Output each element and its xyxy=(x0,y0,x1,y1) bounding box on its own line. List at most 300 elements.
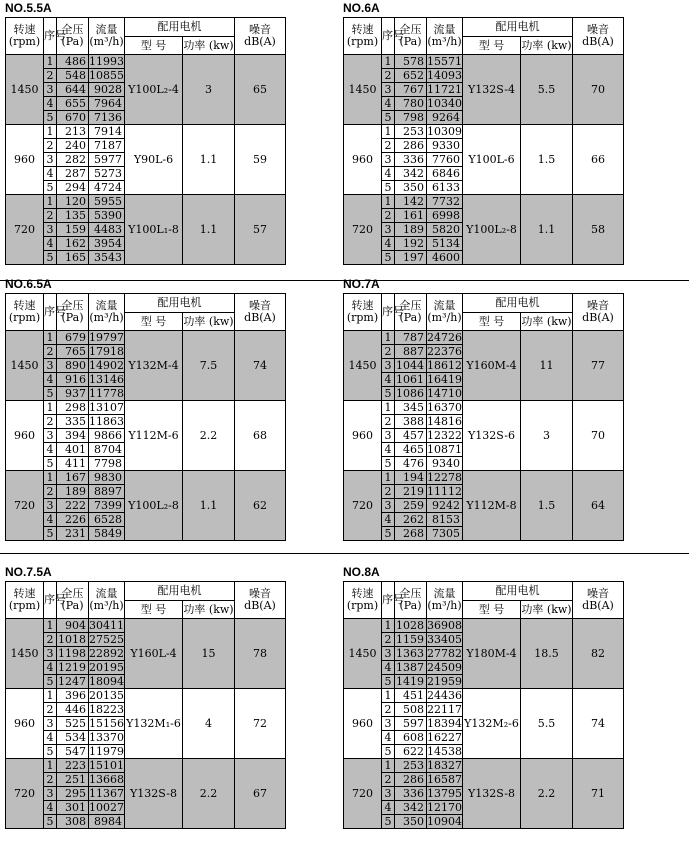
flow-header-label: 流量 xyxy=(433,587,456,600)
pressure-cell: 451 xyxy=(395,689,427,703)
pressure-cell: 765 xyxy=(57,345,89,359)
pressure-cell: 192 xyxy=(395,237,427,251)
pressure-cell: 167 xyxy=(57,471,89,485)
power-cell: 1.1 xyxy=(521,195,573,265)
index-cell: 5 xyxy=(44,111,57,125)
flow-header-unit: (m³/h) xyxy=(89,35,124,48)
table-row xyxy=(6,759,286,773)
index-cell: 1 xyxy=(44,401,57,415)
index-cell: 2 xyxy=(382,703,395,717)
index-header xyxy=(44,582,66,619)
flow-cell: 20195 xyxy=(89,660,124,674)
motor-header-label: 配用电机 xyxy=(495,20,540,33)
flow-cell: 13107 xyxy=(89,400,124,414)
pressure-header-label: 全压 xyxy=(399,587,422,600)
pressure-cell: 301 xyxy=(57,801,89,815)
index-header xyxy=(382,18,404,55)
index-header-label: 序号 xyxy=(44,305,66,318)
pressure-cell: 308 xyxy=(57,815,89,829)
index-cell: 4 xyxy=(382,661,395,675)
index-cell: 5 xyxy=(44,675,57,689)
noise-header xyxy=(573,18,624,55)
flow-cell: 10340 xyxy=(427,96,462,110)
speed-cell: 1450 xyxy=(344,331,382,401)
flow-cell: 14816 xyxy=(427,414,462,428)
pressure-cell: 259 xyxy=(395,499,427,513)
table-title: NO.6.5A xyxy=(5,277,52,291)
noise-header xyxy=(235,582,286,619)
noise-cell: 62 xyxy=(235,471,286,541)
index-cell: 3 xyxy=(44,153,57,167)
power-cell: 4 xyxy=(183,689,235,759)
motor-header-label: 配用电机 xyxy=(495,584,540,597)
power-cell: 2.2 xyxy=(521,759,573,829)
model-cell: Y160M-4 xyxy=(463,331,521,401)
index-cell: 4 xyxy=(382,801,395,815)
pressure-cell: 1159 xyxy=(395,633,427,647)
pressure-cell: 446 xyxy=(57,703,89,717)
pressure-cell: 231 xyxy=(57,527,89,541)
power-cell: 1.5 xyxy=(521,471,573,541)
flow-cell: 9242 xyxy=(427,499,463,513)
flow-cell: 24509 xyxy=(427,660,462,674)
index-header-label: 序号 xyxy=(382,305,404,318)
flow-cell: 12322 xyxy=(427,428,462,442)
speed-header-label: 转速 xyxy=(351,299,374,312)
pressure-cell: 547 xyxy=(57,745,89,759)
pressure-cell: 336 xyxy=(395,153,427,167)
index-cell: 2 xyxy=(44,345,57,359)
power-cell: 3 xyxy=(521,401,573,471)
index-cell: 2 xyxy=(44,209,57,223)
index-cell: 1 xyxy=(44,759,57,773)
flow-cell: 8984 xyxy=(89,815,125,829)
pressure-cell: 253 xyxy=(395,759,427,773)
power-cell: 5.5 xyxy=(521,689,573,759)
pressure-header xyxy=(57,18,89,55)
index-cell: 2 xyxy=(382,139,395,153)
noise-cell: 72 xyxy=(235,689,286,759)
index-cell: 1 xyxy=(382,619,395,633)
table-title: NO.6A xyxy=(343,1,380,15)
speed-cell: 960 xyxy=(344,401,382,471)
flow-cell: 8153 xyxy=(427,513,463,527)
power-cell: 1.1 xyxy=(183,125,235,195)
pressure-cell: 476 xyxy=(395,457,427,471)
index-cell: 5 xyxy=(382,815,395,829)
speed-header-unit: (rpm) xyxy=(8,599,41,612)
flow-cell: 22376 xyxy=(427,344,462,358)
flow-header-label: 流量 xyxy=(95,23,118,36)
model-cell: Y132M-4 xyxy=(125,331,183,401)
speed-header xyxy=(6,294,44,331)
model-cell: Y132S-4 xyxy=(463,55,521,125)
flow-cell: 10855 xyxy=(89,68,124,82)
index-cell: 1 xyxy=(44,331,57,345)
pressure-cell: 1198 xyxy=(57,647,89,661)
table-title: NO.7A xyxy=(343,277,380,291)
index-cell: 4 xyxy=(44,373,57,387)
noise-header-label: 噪音 xyxy=(249,23,271,36)
power-cell: 3 xyxy=(183,55,235,125)
index-cell: 5 xyxy=(44,745,57,759)
noise-header xyxy=(573,582,624,619)
flow-header-unit: (m³/h) xyxy=(427,599,462,612)
flow-cell: 8897 xyxy=(89,485,125,499)
model-cell: Y132M₁-6 xyxy=(125,689,183,759)
flow-cell: 11979 xyxy=(89,744,124,758)
flow-cell: 12278 xyxy=(427,470,462,484)
pressure-cell: 253 xyxy=(395,125,427,139)
table-row xyxy=(344,55,624,69)
flow-cell: 13668 xyxy=(89,772,124,786)
pressure-header-label: 全压 xyxy=(61,587,84,600)
speed-cell: 720 xyxy=(6,471,44,541)
flow-cell: 14902 xyxy=(89,358,124,372)
index-cell: 1 xyxy=(44,689,57,703)
table-row xyxy=(6,471,286,485)
speed-cell: 1450 xyxy=(6,331,44,401)
flow-cell: 7760 xyxy=(427,153,463,167)
pressure-cell: 222 xyxy=(57,499,89,513)
flow-cell: 11778 xyxy=(89,386,124,400)
pressure-cell: 1044 xyxy=(395,359,427,373)
index-cell: 1 xyxy=(382,471,395,485)
pressure-header-unit: (Pa) xyxy=(61,599,84,612)
flow-cell: 8704 xyxy=(89,443,125,457)
noise-cell: 57 xyxy=(235,195,286,265)
table-row xyxy=(344,689,624,703)
flow-cell: 20135 xyxy=(89,688,124,702)
panel xyxy=(343,1,665,273)
table-row xyxy=(344,195,624,209)
noise-cell: 74 xyxy=(573,689,624,759)
pressure-cell: 223 xyxy=(57,759,89,773)
pressure-cell: 767 xyxy=(395,83,427,97)
flow-cell: 7136 xyxy=(89,111,125,125)
table-row xyxy=(6,125,286,139)
index-cell: 2 xyxy=(44,773,57,787)
index-cell: 3 xyxy=(44,787,57,801)
noise-cell: 78 xyxy=(235,619,286,689)
index-cell: 1 xyxy=(382,689,395,703)
panel xyxy=(343,565,665,837)
pressure-header-label: 全压 xyxy=(399,299,422,312)
power-cell: 5.5 xyxy=(521,55,573,125)
flow-cell: 16419 xyxy=(427,372,462,386)
pressure-cell: 394 xyxy=(57,429,89,443)
flow-cell: 10027 xyxy=(89,800,124,814)
index-cell: 2 xyxy=(44,703,57,717)
index-cell: 2 xyxy=(44,415,57,429)
index-cell: 5 xyxy=(44,527,57,541)
model-header: 型 号 xyxy=(463,601,521,619)
flow-cell: 19797 xyxy=(89,330,124,344)
power-cell: 1.1 xyxy=(183,195,235,265)
pressure-cell: 1419 xyxy=(395,675,427,689)
pressure-cell: 342 xyxy=(395,801,427,815)
index-cell: 4 xyxy=(44,167,57,181)
motor-header xyxy=(463,294,573,313)
flow-cell: 14093 xyxy=(427,68,462,82)
index-cell: 1 xyxy=(382,759,395,773)
noise-header-label: 噪音 xyxy=(587,23,609,36)
power-header: 功率 (kw) xyxy=(183,37,235,55)
flow-cell: 27525 xyxy=(89,632,124,646)
index-cell: 3 xyxy=(382,499,395,513)
pressure-header-unit: (Pa) xyxy=(61,311,84,324)
spec-table xyxy=(5,17,286,265)
pressure-header-unit: (Pa) xyxy=(399,35,422,48)
noise-cell: 74 xyxy=(235,331,286,401)
pressure-cell: 161 xyxy=(395,209,427,223)
flow-cell: 7305 xyxy=(427,527,463,541)
noise-header-unit: dB(A) xyxy=(582,35,614,48)
pressure-cell: 1028 xyxy=(395,619,427,633)
index-header-label: 序号 xyxy=(382,593,404,606)
speed-cell: 1450 xyxy=(6,55,44,125)
flow-header xyxy=(427,294,463,331)
pressure-header-unit: (Pa) xyxy=(399,599,422,612)
flow-cell: 15156 xyxy=(89,716,124,730)
flow-cell: 7964 xyxy=(89,97,125,111)
pressure-cell: 345 xyxy=(395,401,427,415)
pressure-cell: 213 xyxy=(57,125,89,139)
flow-cell: 11367 xyxy=(89,786,124,800)
flow-cell: 21959 xyxy=(427,674,462,688)
pressure-cell: 652 xyxy=(395,69,427,83)
index-cell: 3 xyxy=(44,429,57,443)
flow-cell: 18327 xyxy=(427,758,462,772)
pressure-cell: 1387 xyxy=(395,661,427,675)
pressure-cell: 342 xyxy=(395,167,427,181)
table-row xyxy=(6,619,286,633)
model-cell: Y100L₁-8 xyxy=(125,195,183,265)
pressure-cell: 286 xyxy=(395,773,427,787)
index-cell: 1 xyxy=(382,401,395,415)
table-row xyxy=(344,401,624,415)
flow-cell: 5134 xyxy=(427,237,463,251)
index-cell: 3 xyxy=(44,359,57,373)
index-cell: 5 xyxy=(44,251,57,265)
pressure-cell: 226 xyxy=(57,513,89,527)
speed-cell: 1450 xyxy=(344,619,382,689)
motor-header xyxy=(463,582,573,601)
speed-header-unit: (rpm) xyxy=(8,35,41,48)
power-header: 功率 (kw) xyxy=(521,37,573,55)
flow-cell: 9830 xyxy=(89,471,125,485)
motor-header xyxy=(125,18,235,37)
panel xyxy=(5,565,327,837)
power-cell: 15 xyxy=(183,619,235,689)
flow-cell: 18223 xyxy=(89,702,124,716)
noise-cell: 70 xyxy=(573,55,624,125)
flow-header xyxy=(89,18,125,55)
table-row xyxy=(6,195,286,209)
flow-cell: 6133 xyxy=(427,181,463,195)
pressure-cell: 644 xyxy=(57,83,89,97)
pressure-cell: 335 xyxy=(57,415,89,429)
motor-header-label: 配用电机 xyxy=(157,20,202,33)
noise-header-unit: dB(A) xyxy=(244,311,276,324)
pressure-cell: 411 xyxy=(57,457,89,471)
model-header: 型 号 xyxy=(125,601,183,619)
pressure-cell: 219 xyxy=(395,485,427,499)
power-header: 功率 (kw) xyxy=(521,313,573,331)
index-cell: 4 xyxy=(382,443,395,457)
noise-header-unit: dB(A) xyxy=(582,599,614,612)
index-cell: 3 xyxy=(382,223,395,237)
pressure-cell: 162 xyxy=(57,237,89,251)
flow-cell: 11993 xyxy=(89,54,124,68)
pressure-cell: 1061 xyxy=(395,373,427,387)
flow-cell: 16227 xyxy=(427,730,462,744)
table-row xyxy=(344,619,624,633)
flow-cell: 24436 xyxy=(427,688,462,702)
noise-header-unit: dB(A) xyxy=(244,35,276,48)
model-cell: Y100L₂-4 xyxy=(125,55,183,125)
pressure-cell: 578 xyxy=(395,55,427,69)
index-cell: 3 xyxy=(382,429,395,443)
index-header xyxy=(44,294,66,331)
pressure-cell: 916 xyxy=(57,373,89,387)
motor-header-label: 配用电机 xyxy=(157,584,202,597)
index-cell: 2 xyxy=(44,633,57,647)
flow-cell: 9028 xyxy=(89,83,125,97)
power-cell: 18.5 xyxy=(521,619,573,689)
speed-header xyxy=(6,18,44,55)
pressure-header xyxy=(395,294,427,331)
flow-cell: 22892 xyxy=(89,646,124,660)
power-header: 功率 (kw) xyxy=(183,601,235,619)
index-cell: 2 xyxy=(382,415,395,429)
pressure-header xyxy=(395,582,427,619)
flow-cell: 9330 xyxy=(427,139,463,153)
flow-cell: 6846 xyxy=(427,167,463,181)
flow-cell: 18394 xyxy=(427,716,462,730)
speed-cell: 1450 xyxy=(6,619,44,689)
model-header: 型 号 xyxy=(125,313,183,331)
index-cell: 1 xyxy=(44,125,57,139)
pressure-cell: 294 xyxy=(57,181,89,195)
model-cell: Y160L-4 xyxy=(125,619,183,689)
pressure-cell: 282 xyxy=(57,153,89,167)
motor-header xyxy=(463,18,573,37)
flow-cell: 9264 xyxy=(427,111,463,125)
noise-cell: 77 xyxy=(573,331,624,401)
speed-cell: 960 xyxy=(344,125,382,195)
flow-cell: 12170 xyxy=(427,800,462,814)
index-cell: 2 xyxy=(382,633,395,647)
speed-cell: 720 xyxy=(344,471,382,541)
model-cell: Y112M-8 xyxy=(463,471,521,541)
flow-cell: 7798 xyxy=(89,457,125,471)
index-cell: 5 xyxy=(44,181,57,195)
index-header-label: 序号 xyxy=(44,29,66,42)
table-row xyxy=(344,759,624,773)
noise-cell: 59 xyxy=(235,125,286,195)
speed-header-label: 转速 xyxy=(13,299,36,312)
flow-cell: 14710 xyxy=(427,386,462,400)
speed-header-label: 转速 xyxy=(351,587,374,600)
model-cell: Y112M-6 xyxy=(125,401,183,471)
index-header-label: 序号 xyxy=(382,29,404,42)
speed-cell: 960 xyxy=(344,689,382,759)
flow-cell: 7187 xyxy=(89,139,125,153)
spec-table xyxy=(5,581,286,829)
spec-table xyxy=(343,581,624,829)
table-title: NO.5.5A xyxy=(5,1,52,15)
index-cell: 2 xyxy=(382,345,395,359)
model-cell: Y132S-6 xyxy=(463,401,521,471)
power-cell: 1.1 xyxy=(183,471,235,541)
pressure-cell: 295 xyxy=(57,787,89,801)
pressure-cell: 525 xyxy=(57,717,89,731)
table-row xyxy=(6,401,286,415)
index-cell: 1 xyxy=(44,471,57,485)
flow-header-unit: (m³/h) xyxy=(89,311,124,324)
power-cell: 1.5 xyxy=(521,125,573,195)
pressure-cell: 165 xyxy=(57,251,89,265)
speed-cell: 720 xyxy=(344,759,382,829)
pressure-cell: 1363 xyxy=(395,647,427,661)
index-cell: 4 xyxy=(382,731,395,745)
noise-header xyxy=(235,294,286,331)
flow-cell: 5820 xyxy=(427,223,463,237)
index-cell: 4 xyxy=(44,801,57,815)
flow-cell: 7732 xyxy=(427,195,463,209)
noise-header-unit: dB(A) xyxy=(244,599,276,612)
index-cell: 4 xyxy=(382,237,395,251)
flow-header-label: 流量 xyxy=(95,587,118,600)
flow-header-unit: (m³/h) xyxy=(427,311,462,324)
index-cell: 5 xyxy=(382,111,395,125)
pressure-cell: 350 xyxy=(395,181,427,195)
model-header: 型 号 xyxy=(463,37,521,55)
flow-cell: 13370 xyxy=(89,730,124,744)
index-cell: 5 xyxy=(382,675,395,689)
flow-header xyxy=(427,582,463,619)
power-header: 功率 (kw) xyxy=(183,313,235,331)
flow-header xyxy=(89,294,125,331)
spec-table xyxy=(5,293,286,541)
pressure-cell: 268 xyxy=(395,527,427,541)
index-cell: 5 xyxy=(382,745,395,759)
noise-cell: 68 xyxy=(235,401,286,471)
spec-table xyxy=(343,293,624,541)
index-cell: 5 xyxy=(44,387,57,401)
noise-cell: 82 xyxy=(573,619,624,689)
flow-cell: 22117 xyxy=(427,702,462,716)
flow-cell: 11112 xyxy=(427,484,462,498)
pressure-header-label: 全压 xyxy=(61,299,84,312)
index-cell: 1 xyxy=(382,55,395,69)
index-cell: 5 xyxy=(44,815,57,829)
index-cell: 1 xyxy=(44,195,57,209)
flow-cell: 5955 xyxy=(89,195,125,209)
index-cell: 3 xyxy=(44,717,57,731)
index-cell: 1 xyxy=(382,125,395,139)
index-cell: 2 xyxy=(382,209,395,223)
speed-header-unit: (rpm) xyxy=(8,311,41,324)
pressure-cell: 286 xyxy=(395,139,427,153)
flow-cell: 3543 xyxy=(89,251,125,265)
pressure-header-unit: (Pa) xyxy=(61,35,84,48)
table-row xyxy=(6,689,286,703)
pressure-cell: 486 xyxy=(57,55,89,69)
table-row xyxy=(6,55,286,69)
flow-cell: 15571 xyxy=(427,54,462,68)
